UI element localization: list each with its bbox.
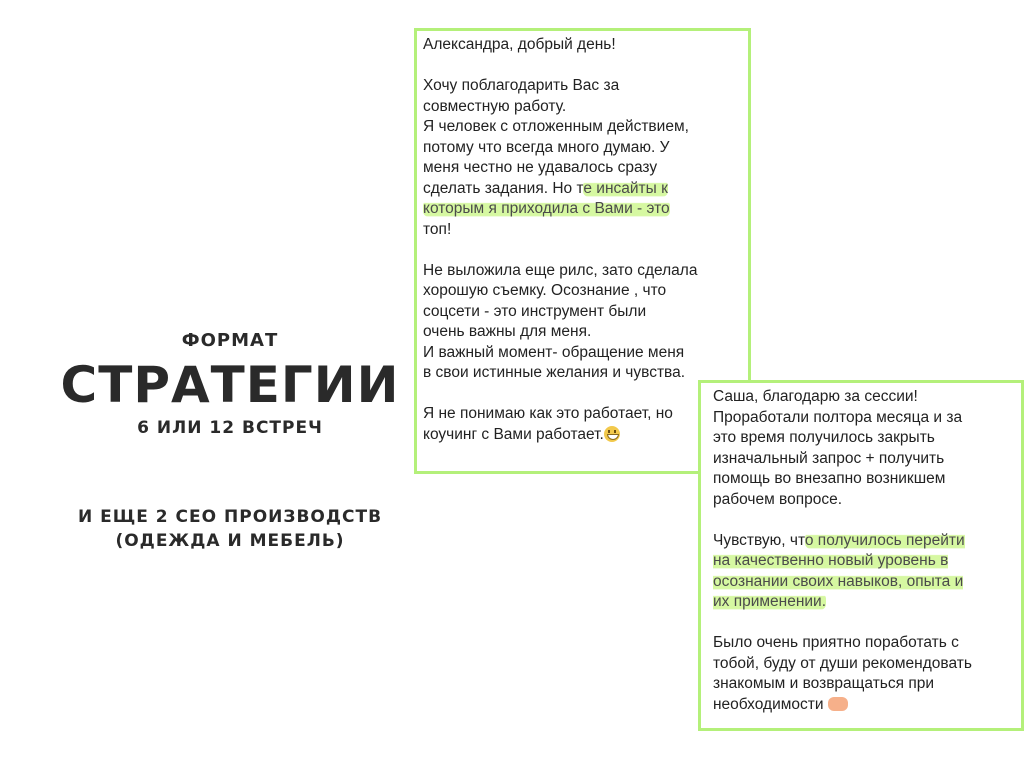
highlight-1a: е инсайты к: [583, 179, 668, 197]
extra-info-line1: И ЕЩЕ 2 СЕО ПРОИЗВОДСТВ: [77, 507, 383, 527]
extra-info: [0, 505, 460, 553]
testimonial-1-text-end: топ!: [423, 220, 452, 238]
testimonial-1-closing: Я не понимаю как это работает, но коучинг с Вами работает.: [423, 405, 673, 443]
testimonial-2-text: Чувствую, чт: [713, 531, 805, 549]
testimonial-card-2: [698, 380, 1024, 731]
testimonial-1-paragraph-3: [423, 404, 742, 445]
highlight-2: о получилось перейти на качественно новый уровень в осознании своих навыков, опыта и их применении.: [713, 531, 965, 610]
left-panel: [0, 0, 460, 768]
testimonial-2-closing: Было очень приятно поработать с тобой, буду от души рекомендовать знакомым и возвращаться при необходимости: [713, 634, 972, 713]
strategy-headline: СТРАТЕГИИ: [60, 356, 400, 414]
testimonial-1-paragraph-2: Не выложила еще рилс, зато сделала хорошую съемку. Осознание , что соцсети - это инструмент были очень важны для меня. И важный момент- обращение меня в свои истинные желания и чувства.: [423, 261, 698, 381]
extra-info-line2: (ОДЕЖДА И МЕБЕЛЬ): [115, 531, 345, 551]
testimonial-2-paragraph-2: [713, 531, 1015, 613]
heart-hands-icon: [828, 697, 848, 711]
grinning-face-icon: [604, 426, 620, 442]
format-kicker: ФОРМАТ: [181, 330, 279, 351]
meetings-count: 6 ИЛИ 12 ВСТРЕЧ: [137, 418, 323, 438]
testimonial-1-paragraph-1: [423, 76, 742, 240]
testimonial-1-greeting: Александра, добрый день!: [423, 36, 616, 53]
testimonial-1-text: Хочу поблагодарить Вас за совместную работу. Я человек с отложенным действием, потому что всегда много думаю. У меня честно не удавалось сразу сделать задания. Но т: [423, 77, 689, 197]
testimonial-2-paragraph-3: [713, 633, 1015, 715]
highlight-1b: которым я приходила с Вами - это: [423, 200, 670, 217]
testimonial-2-paragraph-1: Саша, благодарю за сессии! Проработали полтора месяца и за это время получилось закрыть изначальный запрос + получить помощь во внезапно возникшем рабочем вопросе.: [713, 388, 963, 508]
